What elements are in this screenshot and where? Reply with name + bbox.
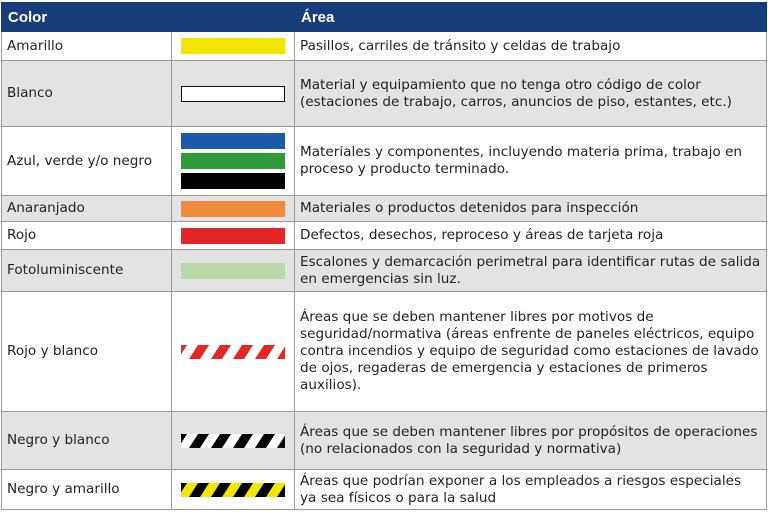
color-name: Azul, verde y/o negro (2, 127, 172, 196)
color-name: Negro y amarillo (2, 470, 172, 510)
color-swatch-cell (172, 250, 295, 292)
table-row (2, 127, 767, 196)
color-swatch (181, 228, 285, 244)
color-name: Anaranjado (2, 196, 172, 222)
color-swatch (181, 153, 285, 169)
table-row (2, 250, 767, 292)
color-swatch-cell (172, 412, 295, 470)
color-code-table-wrapper (1, 2, 766, 510)
header-swatch (172, 3, 295, 32)
area-description: Material y equipamiento que no tenga otro código de color (estaciones de trabajo, carros, anuncios de piso, estantes, etc.) (295, 61, 767, 127)
table-row (2, 292, 767, 412)
color-swatch-cell (172, 470, 295, 510)
area-description: Áreas que se deben mantener libres por propósitos de operaciones (no relacionados con la seguridad y normativa) (295, 412, 767, 470)
color-swatch (181, 133, 285, 149)
area-description: Defectos, desechos, reproceso y áreas de tarjeta roja (295, 222, 767, 250)
area-description: Pasillos, carriles de tránsito y celdas de trabajo (295, 32, 767, 61)
area-description: Áreas que se deben mantener libres por motivos de seguridad/normativa (áreas enfrente de paneles eléctricos, equipo contra incendios y equipo de seguridad como estaciones de lavado de ojos, regaderas de emergencia y estaciones de primeros auxilios). (295, 292, 767, 412)
table-row (2, 32, 767, 61)
color-swatch (181, 263, 285, 279)
color-swatch-cell (172, 127, 295, 196)
table-row (2, 470, 767, 510)
table-row (2, 222, 767, 250)
area-description: Materiales y componentes, incluyendo materia prima, trabajo en proceso y producto terminado. (295, 127, 767, 196)
color-name: Negro y blanco (2, 412, 172, 470)
color-swatch (181, 86, 285, 102)
area-description: Áreas que podrían exponer a los empleados a riesgos especiales ya sea físicos o para la salud (295, 470, 767, 510)
header-area: Área (295, 3, 767, 32)
color-name: Blanco (2, 61, 172, 127)
color-swatch-cell (172, 61, 295, 127)
color-swatch (181, 201, 285, 217)
area-description: Materiales o productos detenidos para inspección (295, 196, 767, 222)
color-swatch-cell (172, 292, 295, 412)
color-name: Rojo (2, 222, 172, 250)
hazard-stripe-swatch (181, 345, 285, 359)
color-swatch (181, 38, 285, 54)
header-color: Color (2, 3, 172, 32)
area-description: Escalones y demarcación perimetral para identificar rutas de salida en emergencias sin luz. (295, 250, 767, 292)
color-swatch-cell (172, 222, 295, 250)
hazard-stripe-swatch (181, 483, 285, 497)
color-swatch (181, 173, 285, 189)
color-swatch-cell (172, 32, 295, 61)
color-swatch-cell (172, 196, 295, 222)
table-row (2, 412, 767, 470)
color-name: Rojo y blanco (2, 292, 172, 412)
table-row (2, 196, 767, 222)
color-code-table (1, 2, 767, 510)
table-row (2, 61, 767, 127)
hazard-stripe-swatch (181, 434, 285, 448)
table-header-row (2, 3, 767, 32)
color-name: Fotoluminiscente (2, 250, 172, 292)
color-name: Amarillo (2, 32, 172, 61)
